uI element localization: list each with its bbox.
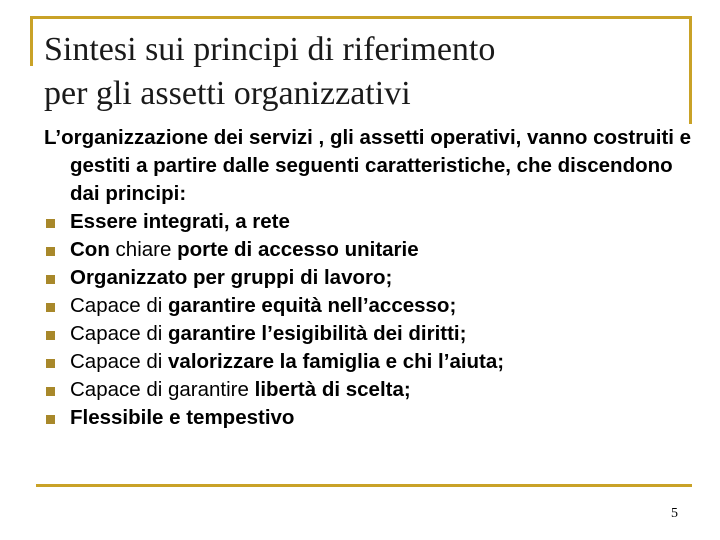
square-bullet-icon <box>46 275 55 284</box>
bullet-item <box>44 236 694 264</box>
bullet-text-segment: libertà di scelta; <box>254 378 411 401</box>
square-bullet-icon <box>46 247 55 256</box>
slide-body <box>44 124 694 432</box>
bullet-text-segment: Capace di <box>70 294 169 317</box>
bullet-text-segment: valorizzare la famiglia e chi l’aiuta; <box>168 350 505 373</box>
slide-title <box>44 28 684 116</box>
bullet-text-segment: porte di accesso unitarie <box>177 238 419 261</box>
bullet-text-segment: Organizzato per gruppi di lavoro; <box>70 266 393 289</box>
frame-bottom-line <box>36 484 692 487</box>
page-number: 5 <box>671 506 678 521</box>
bullet-item <box>44 404 694 432</box>
bullet-item <box>44 348 694 376</box>
bullet-text-segment: garantire equità nell’accesso; <box>168 294 457 317</box>
slide-title-line-1: Sintesi sui principi di riferimento <box>44 31 496 68</box>
square-bullet-icon <box>46 387 55 396</box>
square-bullet-icon <box>46 219 55 228</box>
bullet-item <box>44 376 694 404</box>
square-bullet-icon <box>46 331 55 340</box>
bullet-item <box>44 320 694 348</box>
bullet-text-segment: chiare <box>109 238 178 261</box>
bullet-text-segment: Capace di garantire <box>70 378 255 401</box>
square-bullet-icon <box>46 359 55 368</box>
frame-right-line <box>689 16 692 124</box>
bullet-text-segment: garantire l’esigibilità dei diritti; <box>168 322 467 345</box>
intro-paragraph: L’organizzazione dei servizi , gli assetti operativi, vanno costruiti e gestiti a partire dalle seguenti caratteristiche, che discendono dai principi: <box>44 126 692 205</box>
bullet-item <box>44 264 694 292</box>
bullet-text-segment: Capace di <box>70 322 169 345</box>
bullet-item <box>44 292 694 320</box>
bullet-text-segment: Capace di <box>70 350 169 373</box>
bullet-text-segment: Essere integrati, a rete <box>70 210 290 233</box>
bullet-item <box>44 208 694 236</box>
bullet-list <box>44 208 694 432</box>
slide-title-line-2: per gli assetti organizzativi <box>44 75 411 112</box>
square-bullet-icon <box>46 303 55 312</box>
bullet-text-segment: Con <box>70 238 110 261</box>
frame-left-line <box>30 16 33 66</box>
frame-top-line <box>30 16 692 19</box>
square-bullet-icon <box>46 415 55 424</box>
bullet-text-segment: Flessibile e tempestivo <box>70 406 295 429</box>
